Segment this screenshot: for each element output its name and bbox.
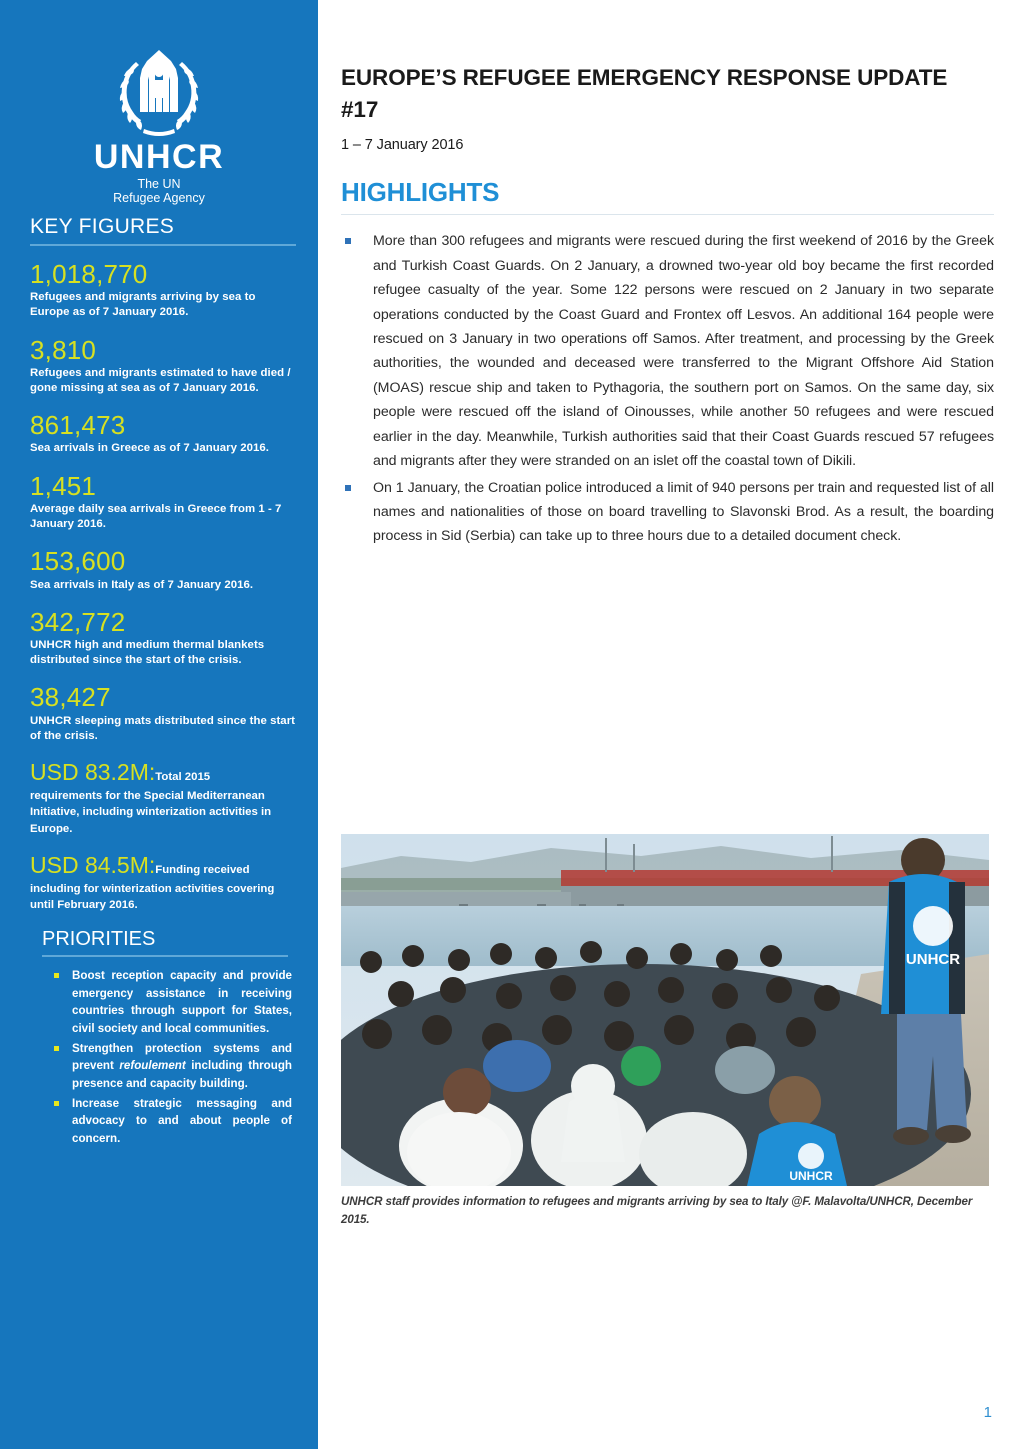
funding-amount: USD 84.5M: bbox=[30, 851, 156, 878]
bullet-square-icon bbox=[54, 1101, 59, 1106]
funding-continuation: requirements for the Special Mediterranean Initiative, including winterization activities in Europe. bbox=[30, 790, 272, 835]
key-figure-item bbox=[30, 411, 296, 456]
date-range: 1 – 7 January 2016 bbox=[341, 136, 464, 153]
bullet-square-icon bbox=[345, 238, 351, 244]
funding-figure-item bbox=[30, 759, 296, 837]
priorities-list bbox=[52, 967, 292, 1147]
priority-item bbox=[52, 1040, 292, 1092]
highlights-list bbox=[341, 229, 994, 548]
unhcr-logo bbox=[0, 0, 318, 205]
funding-amount: USD 83.2M: bbox=[30, 759, 156, 786]
svg-text:UNHCR: UNHCR bbox=[905, 950, 961, 968]
priority-text-italic: refoulement bbox=[119, 1059, 186, 1073]
key-figure-item bbox=[30, 472, 296, 533]
main-content bbox=[318, 0, 1024, 1449]
priority-text: Increase strategic messaging and advocacy to and about people of concern. bbox=[72, 1097, 292, 1145]
key-figure-value: 342,772 bbox=[30, 606, 126, 637]
page-title: EUROPE’S REFUGEE EMERGENCY RESPONSE UPDATE #17 bbox=[341, 65, 948, 122]
key-figures-heading: KEY FIGURES bbox=[30, 215, 175, 238]
priority-item bbox=[52, 967, 292, 1037]
logo-tagline bbox=[113, 177, 205, 205]
key-figure-value: 861,473 bbox=[30, 410, 126, 441]
highlight-item bbox=[341, 476, 994, 549]
highlight-text: More than 300 refugees and migrants were rescued during the first weekend of 2016 by the Greek and Turkish Coast Guards. On 2 January, a drowned two-year old boy became the first recorded refugee casualty of the year. Some 122 persons were rescued on 2 January in two separate operations conducted by the Coast Guard and Frontex off Lesvos. An additional 164 people were rescued on 3 January in two operations off Samos. After treatment, and processing by the Greek authorities, the wounded and deceased were transferred to the Migrant Offshore Aid Station (MOAS) rescue ship and taken to Pythagoria, the southern port on Samos. On the same day, six people were rescued off the island of Oinousses, while another 50 refugees and were rescued earlier in the day. Meanwhile, Turkish authorities said that their Coast Guards rescued 57 refugees and migrants after they were stranded on an islet off the coastal town of Dikili. bbox=[373, 233, 994, 470]
priority-text-post: including through presence and capacity building. bbox=[72, 1059, 293, 1090]
logo-tagline-line2: Refugee Agency bbox=[113, 191, 205, 205]
key-figure-description: Refugees and migrants arriving by sea to Europe as of 7 January 2016. bbox=[30, 291, 256, 319]
priorities-heading: PRIORITIES bbox=[42, 928, 156, 951]
key-figure-value: 3,810 bbox=[30, 334, 97, 365]
key-figures-list bbox=[0, 246, 318, 913]
funding-inline-text: Funding received bbox=[155, 863, 250, 876]
bullet-square-icon bbox=[54, 973, 59, 978]
key-figure-value: 38,427 bbox=[30, 682, 111, 713]
photo-caption: UNHCR staff provides information to refugees and migrants arriving by sea to Italy @F. Malavolta/UNHCR, December 2015. bbox=[341, 1194, 973, 1226]
key-figure-description: Refugees and migrants estimated to have died / gone missing at sea as of 7 January 2016. bbox=[30, 366, 291, 395]
key-figure-description: UNHCR high and medium thermal blankets distributed since the start of the crisis. bbox=[30, 638, 265, 667]
funding-inline-text: Total 2015 bbox=[155, 771, 211, 784]
key-figure-item bbox=[30, 547, 296, 592]
key-figure-value: 1,451 bbox=[30, 470, 97, 501]
key-figure-description: Sea arrivals in Greece as of 7 January 2016. bbox=[30, 442, 270, 455]
funding-figure-item bbox=[30, 852, 296, 914]
key-figure-item bbox=[30, 260, 296, 321]
svg-text:UNHCR: UNHCR bbox=[789, 1168, 833, 1183]
key-figure-item bbox=[30, 683, 296, 744]
priority-text: Boost reception capacity and provide emergency assistance in receiving countries through support for States, civil society and local communities. bbox=[72, 969, 292, 1035]
highlight-item bbox=[341, 229, 994, 473]
priority-text: Strengthen protection systems and prevent bbox=[72, 1041, 292, 1073]
highlight-text: On 1 January, the Croatian police introduced a limit of 940 persons per train and requested list of all names and nationalities of those on board travelling to Slavonski Brod. As a result, the boarding process in Sid (Serbia) can take up to three hours due to a detailed document check. bbox=[373, 479, 994, 545]
funding-continuation: including for winterization activities covering until February 2016. bbox=[30, 882, 275, 912]
logo-tagline-line1: The UN bbox=[137, 177, 181, 191]
logo-wordmark: UNHCR bbox=[93, 138, 225, 176]
key-figure-description: UNHCR sleeping mats distributed since the start of the crisis. bbox=[30, 714, 296, 742]
highlights-heading: HIGHLIGHTS bbox=[341, 176, 500, 207]
key-figure-value: 1,018,770 bbox=[30, 259, 148, 289]
key-figure-value: 153,600 bbox=[30, 546, 126, 577]
page-number: 1 bbox=[983, 1404, 992, 1421]
bullet-square-icon bbox=[54, 1046, 59, 1051]
bullet-square-icon bbox=[345, 485, 351, 491]
priority-item bbox=[52, 1095, 292, 1147]
highlights-divider bbox=[341, 214, 994, 216]
key-figure-description: Sea arrivals in Italy as of 7 January 2016. bbox=[30, 578, 254, 591]
priorities-divider bbox=[42, 955, 288, 957]
sidebar bbox=[0, 0, 318, 1449]
refugees-arrival-photo bbox=[341, 834, 989, 1186]
key-figure-description: Average daily sea arrivals in Greece from 1 - 7 January 2016. bbox=[30, 502, 282, 531]
key-figure-item bbox=[30, 336, 296, 397]
key-figure-item bbox=[30, 608, 296, 669]
unhcr-emblem-icon bbox=[100, 34, 218, 138]
photo-block bbox=[341, 834, 989, 1229]
